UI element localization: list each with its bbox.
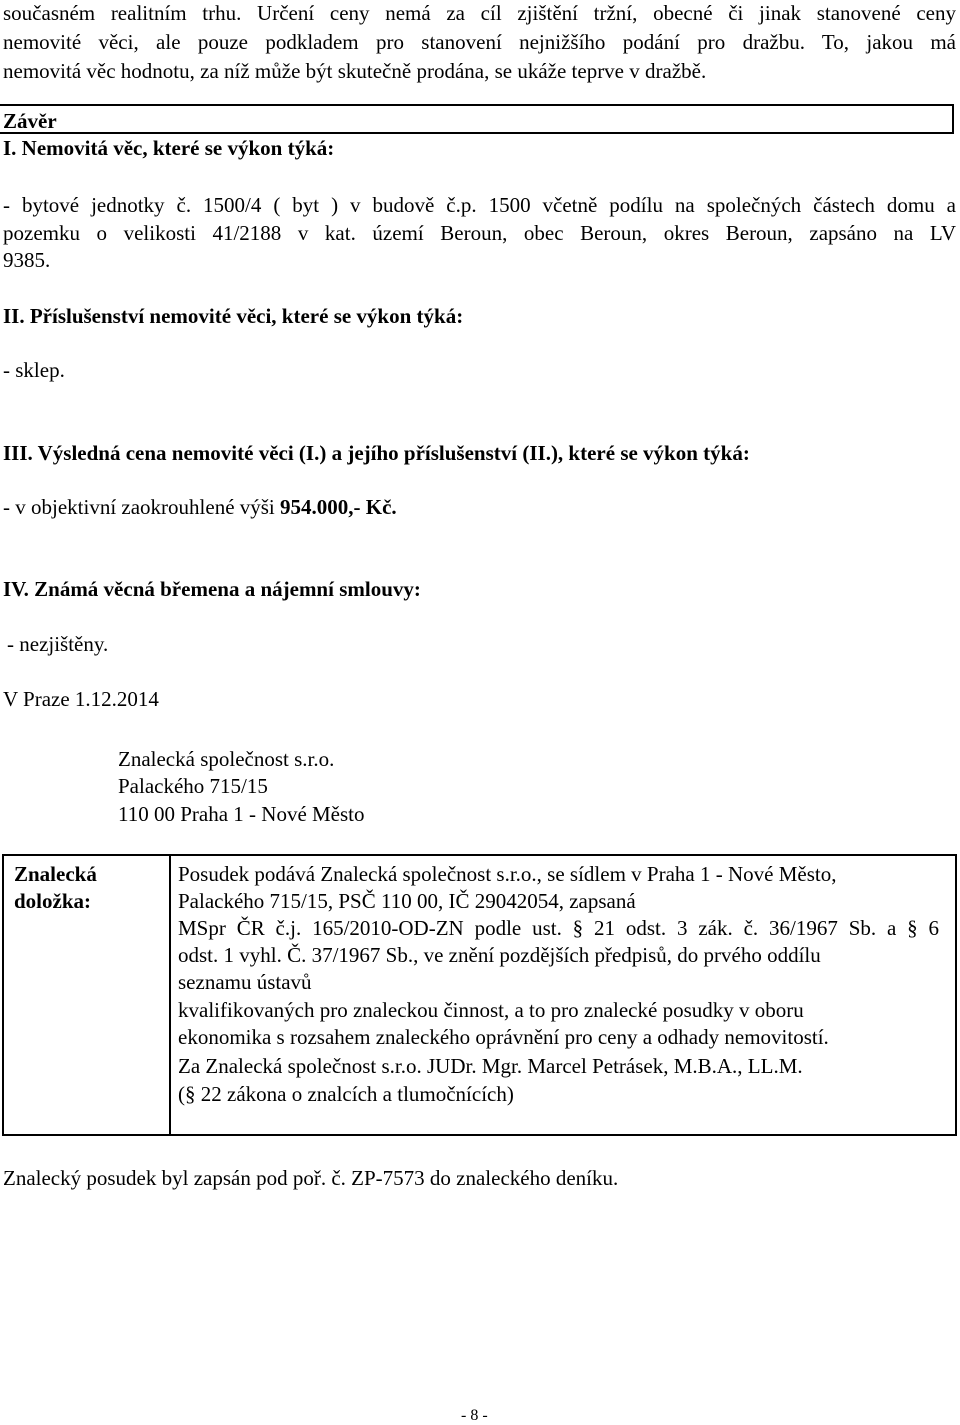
section-3-text [3, 494, 397, 520]
section-2-heading: II. Příslušenství nemovité věci, které se výkon týká: [3, 304, 464, 328]
clause-line: (§ 22 zákona o znalcích a tlumočnících) [178, 1082, 514, 1106]
registry-note: Znalecký posudek byl zapsán pod poř. č. ZP-7573 do znaleckého deníku. [3, 1166, 619, 1190]
intro-line: nemovité věci, ale pouze podkladem pro stanovení nejnižšího podání pro dražbu. To, jakou má [3, 30, 956, 54]
clause-label: Znalecká [14, 862, 97, 886]
section-4-heading: IV. Známá věcná břemena a nájemní smlouvy: [3, 577, 421, 601]
section-1-line: pozemku o velikosti 41/2188 v kat. území Beroun, obec Beroun, okres Beroun, zapsáno na LV [3, 221, 956, 245]
clause-line: ekonomika s rozsahem znaleckého oprávnění pro ceny a odhady nemovitostí. [178, 1025, 829, 1049]
clause-line: Za Znalecká společnost s.r.o. JUDr. Mgr. Marcel Petrásek, M.B.A., LL.M. [178, 1054, 803, 1078]
intro-line: nemovitá věc hodnotu, za níž může být skutečně prodána, se ukáže teprve v dražbě. [3, 59, 707, 83]
signature-street: Palackého 715/15 [118, 774, 268, 798]
clause-line: odst. 1 vyhl. Č. 37/1967 Sb., ve znění pozdějších předpisů, do prvého oddílu [178, 943, 821, 967]
section-3-prefix: - v objektivní zaokrouhlené výši [3, 495, 281, 519]
section-4-text: - nezjištěny. [7, 632, 109, 656]
section-2-text: - sklep. [3, 358, 65, 382]
section-1-heading: I. Nemovitá věc, které se výkon týká: [3, 136, 335, 160]
conclusion-title: Závěr [3, 109, 57, 133]
clause-line: kvalifikovaných pro znaleckou činnost, a to pro znalecké posudky v oboru [178, 998, 804, 1022]
clause-line: seznamu ústavů [178, 970, 312, 994]
final-price: 954.000,- Kč. [280, 495, 397, 519]
page-number: - 8 - [461, 1407, 488, 1424]
signature-city: 110 00 Praha 1 - Nové Město [118, 802, 365, 826]
clause-line: MSpr ČR č.j. 165/2010-OD-ZN podle ust. § 21 odst. 3 zák. č. 36/1967 Sb. a § 6 [178, 916, 939, 940]
conclusion-heading-box [0, 104, 954, 134]
section-3-heading: III. Výsledná cena nemovité věci (I.) a jejího příslušenství (II.), které se výkon týká: [3, 441, 750, 465]
place-date: V Praze 1.12.2014 [3, 687, 159, 711]
clause-line: Posudek podává Znalecká společnost s.r.o., se sídlem v Praha 1 - Nové Město, [178, 862, 837, 886]
section-1-line: 9385. [3, 248, 51, 272]
clause-label: doložka: [14, 889, 92, 913]
intro-line: současném realitním trhu. Určení ceny nemá za cíl zjištění tržní, obecné či jinak stanovené ceny [3, 1, 956, 25]
clause-divider [169, 856, 171, 1134]
signature-company: Znalecká společnost s.r.o. [118, 747, 335, 771]
clause-line: Palackého 715/15, PSČ 110 00, IČ 29042054, zapsaná [178, 889, 636, 913]
section-1-line: - bytové jednotky č. 1500/4 ( byt ) v budově č.p. 1500 včetně podílu na společných částech domu a [3, 193, 956, 217]
